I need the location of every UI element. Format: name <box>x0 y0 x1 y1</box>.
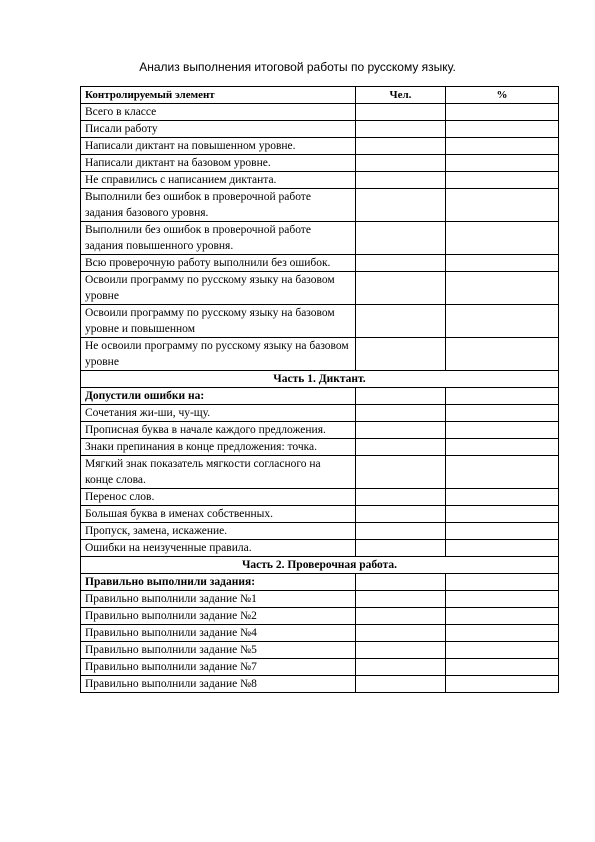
table-row-label: Правильно выполнили задание №1 <box>81 591 356 608</box>
percent-cell[interactable] <box>446 456 559 489</box>
table-row-label: Правильно выполнили задание №7 <box>81 659 356 676</box>
part2-subheader-label: Правильно выполнили задания: <box>81 574 356 591</box>
percent-cell[interactable] <box>446 305 559 338</box>
percent-cell[interactable] <box>446 405 559 422</box>
percent-cell[interactable] <box>446 121 559 138</box>
percent-cell[interactable] <box>446 642 559 659</box>
count-cell[interactable] <box>356 405 446 422</box>
table-row-label: Прописная буква в начале каждого предложения. <box>81 422 356 439</box>
section-part1-title <box>81 371 559 388</box>
percent-cell[interactable] <box>446 659 559 676</box>
header-row <box>81 87 559 104</box>
table-row-label: Не справились с написанием диктанта. <box>81 172 356 189</box>
percent-cell[interactable] <box>446 422 559 439</box>
table-row <box>81 338 559 371</box>
percent-cell[interactable] <box>446 489 559 506</box>
table-row-label: Сочетания жи-ши, чу-щу. <box>81 405 356 422</box>
table-row-label: Перенос слов. <box>81 489 356 506</box>
percent-cell[interactable] <box>446 255 559 272</box>
table-row <box>81 172 559 189</box>
count-cell[interactable] <box>356 506 446 523</box>
table-row <box>81 625 559 642</box>
table-row <box>81 676 559 693</box>
count-cell[interactable] <box>356 439 446 456</box>
table-row <box>81 272 559 305</box>
percent-cell[interactable] <box>446 155 559 172</box>
count-cell[interactable] <box>356 540 446 557</box>
percent-cell[interactable] <box>446 625 559 642</box>
count-cell[interactable] <box>356 625 446 642</box>
table-row <box>81 540 559 557</box>
count-cell[interactable] <box>356 456 446 489</box>
table-row <box>81 642 559 659</box>
header-percent: % <box>446 87 559 104</box>
count-cell[interactable] <box>356 608 446 625</box>
table-row <box>81 456 559 489</box>
table-row <box>81 422 559 439</box>
table-row-label: Освоили программу по русскому языку на базовом уровне <box>81 272 356 305</box>
percent-cell[interactable] <box>446 523 559 540</box>
table-row <box>81 255 559 272</box>
percent-cell[interactable] <box>446 138 559 155</box>
percent-cell[interactable] <box>446 506 559 523</box>
table-row <box>81 222 559 255</box>
header-count: Чел. <box>356 87 446 104</box>
count-cell[interactable] <box>356 155 446 172</box>
table-row-label: Знаки препинания в конце предложения: точка. <box>81 439 356 456</box>
count-cell[interactable] <box>356 523 446 540</box>
count-cell[interactable] <box>356 388 446 405</box>
table-row-label: Написали диктант на повышенном уровне. <box>81 138 356 155</box>
count-cell[interactable] <box>356 422 446 439</box>
table-row-label: Не освоили программу по русскому языку на базовом уровне <box>81 338 356 371</box>
table-row <box>81 591 559 608</box>
table-row <box>81 506 559 523</box>
count-cell[interactable] <box>356 189 446 222</box>
table-row-label: Выполнили без ошибок в проверочной работе задания базового уровня. <box>81 189 356 222</box>
percent-cell[interactable] <box>446 338 559 371</box>
table-row-label: Ошибки на неизученные правила. <box>81 540 356 557</box>
table-row <box>81 523 559 540</box>
count-cell[interactable] <box>356 121 446 138</box>
count-cell[interactable] <box>356 338 446 371</box>
count-cell[interactable] <box>356 222 446 255</box>
count-cell[interactable] <box>356 138 446 155</box>
table-row-label: Большая буква в именах собственных. <box>81 506 356 523</box>
percent-cell[interactable] <box>446 172 559 189</box>
table-row-label: Освоили программу по русскому языку на базовом уровне и повышенном <box>81 305 356 338</box>
percent-cell[interactable] <box>446 608 559 625</box>
percent-cell[interactable] <box>446 540 559 557</box>
document-title: Анализ выполнения итоговой работы по русскому языку. <box>139 60 456 74</box>
percent-cell[interactable] <box>446 439 559 456</box>
count-cell[interactable] <box>356 676 446 693</box>
part1-subheader <box>81 388 559 405</box>
table-row <box>81 489 559 506</box>
table-row <box>81 104 559 121</box>
table-row-label: Правильно выполнили задание №8 <box>81 676 356 693</box>
percent-cell[interactable] <box>446 272 559 305</box>
table-row <box>81 405 559 422</box>
section-part2-title-label: Часть 2. Проверочная работа. <box>81 557 559 574</box>
table-row-label: Писали работу <box>81 121 356 138</box>
count-cell[interactable] <box>356 272 446 305</box>
table-row <box>81 439 559 456</box>
count-cell[interactable] <box>356 574 446 591</box>
percent-cell[interactable] <box>446 388 559 405</box>
part2-subheader <box>81 574 559 591</box>
section-part1-title-label: Часть 1. Диктант. <box>81 371 559 388</box>
table-row <box>81 138 559 155</box>
analysis-table <box>80 86 559 693</box>
table-row-label: Правильно выполнили задание №2 <box>81 608 356 625</box>
percent-cell[interactable] <box>446 574 559 591</box>
table-row <box>81 608 559 625</box>
percent-cell[interactable] <box>446 591 559 608</box>
table-row <box>81 659 559 676</box>
header-element: Контролируемый элемент <box>81 87 356 104</box>
table-row-label: Всю проверочную работу выполнили без ошибок. <box>81 255 356 272</box>
count-cell[interactable] <box>356 591 446 608</box>
count-cell[interactable] <box>356 104 446 121</box>
percent-cell[interactable] <box>446 222 559 255</box>
count-cell[interactable] <box>356 255 446 272</box>
count-cell[interactable] <box>356 489 446 506</box>
percent-cell[interactable] <box>446 189 559 222</box>
count-cell[interactable] <box>356 659 446 676</box>
table-row-label: Всего в классе <box>81 104 356 121</box>
table-row-label: Мягкий знак показатель мягкости согласного на конце слова. <box>81 456 356 489</box>
part1-subheader-label: Допустили ошибки на: <box>81 388 356 405</box>
table-row <box>81 189 559 222</box>
table-row <box>81 305 559 338</box>
table-row <box>81 121 559 138</box>
table-row-label: Правильно выполнили задание №5 <box>81 642 356 659</box>
table-row-label: Написали диктант на базовом уровне. <box>81 155 356 172</box>
table-row-label: Пропуск, замена, искажение. <box>81 523 356 540</box>
count-cell[interactable] <box>356 642 446 659</box>
section-part2-title <box>81 557 559 574</box>
table-row <box>81 155 559 172</box>
percent-cell[interactable] <box>446 676 559 693</box>
percent-cell[interactable] <box>446 104 559 121</box>
count-cell[interactable] <box>356 305 446 338</box>
count-cell[interactable] <box>356 172 446 189</box>
table-row-label: Выполнили без ошибок в проверочной работе задания повышенного уровня. <box>81 222 356 255</box>
table-row-label: Правильно выполнили задание №4 <box>81 625 356 642</box>
